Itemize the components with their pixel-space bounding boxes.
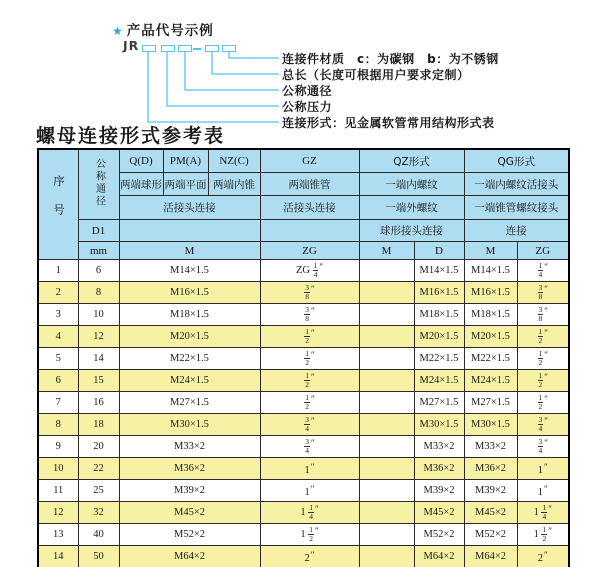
table-cell: 6 [38, 370, 78, 392]
header-qz-code: QZ形式 [359, 149, 464, 173]
table-cell: M24×1.5 [119, 370, 260, 392]
table-cell [359, 436, 414, 458]
header-empty-gz [260, 220, 359, 242]
table-cell: M18×1.5 [414, 304, 464, 326]
table-cell: 8 [78, 282, 119, 304]
table-cell: 10 [78, 304, 119, 326]
header-q-sub: 两端球形 [119, 173, 163, 196]
table-cell [359, 502, 414, 524]
table-cell: M27×1.5 [414, 392, 464, 414]
table-cell: 2 [38, 282, 78, 304]
table-cell: 2″ [517, 546, 569, 567]
header-gz-connection: 活接头连接 [260, 196, 359, 220]
table-cell: $\frac{1}{2}$ ″ [517, 348, 569, 370]
header-union-connection: 活接头连接 [119, 196, 260, 220]
table-cell: 1 $\frac{1}{4}$ ″ [517, 502, 569, 524]
table-cell [359, 392, 414, 414]
table-cell: M30×1.5 [464, 414, 517, 436]
table-cell: 22 [78, 458, 119, 480]
diagram-heading-text: 产品代号示例 [126, 23, 214, 39]
table-cell [359, 370, 414, 392]
table-cell: 32 [78, 502, 119, 524]
diagram-label-length: 总长（长度可根据用户要求定制） [282, 68, 470, 82]
table-cell: M52×2 [414, 524, 464, 546]
table-cell: M36×2 [464, 458, 517, 480]
header-gz-unit: ZG [260, 242, 359, 260]
table-cell: M20×1.5 [119, 326, 260, 348]
table-cell: M33×2 [414, 436, 464, 458]
header-qz-d: D [414, 242, 464, 260]
header-seq [38, 149, 78, 260]
table-cell [359, 304, 414, 326]
table-cell: 1″ [517, 458, 569, 480]
table-row [38, 502, 569, 524]
table-row [38, 260, 569, 282]
table-cell: M22×1.5 [414, 348, 464, 370]
table-cell: M14×1.5 [464, 260, 517, 282]
table-cell [359, 260, 414, 282]
table-cell: M45×2 [464, 502, 517, 524]
table-cell: $\frac{1}{2}$ ″ [260, 326, 359, 348]
table-cell: M24×1.5 [414, 370, 464, 392]
table-cell: M39×2 [414, 480, 464, 502]
table-cell: 25 [78, 480, 119, 502]
table-cell: M36×2 [119, 458, 260, 480]
table-cell: M14×1.5 [119, 260, 260, 282]
table-cell: $\frac{1}{2}$ ″ [517, 370, 569, 392]
header-qg-row2: 一端内螺纹活接头 [464, 173, 569, 196]
header-pm-code: PM(A) [163, 149, 208, 173]
header-qg-row3: 一端锥管螺纹接头 [464, 196, 569, 220]
table-cell: M24×1.5 [464, 370, 517, 392]
table-cell: M39×2 [464, 480, 517, 502]
table-cell: ZG $\frac{1}{4}$ ″ [260, 260, 359, 282]
table-cell: 12 [78, 326, 119, 348]
table-cell: M45×2 [119, 502, 260, 524]
table-body [38, 260, 569, 567]
header-qz-row3: 一端外螺纹 [359, 196, 464, 220]
diagram-label-material: 连接件材质 c：为碳钢 b：为不锈钢 [282, 52, 499, 66]
header-qz-m: M [359, 242, 414, 260]
table-cell: 1 $\frac{1}{4}$ ″ [260, 502, 359, 524]
table-cell: M22×1.5 [464, 348, 517, 370]
table-cell: 4 [38, 326, 78, 348]
table-cell: $\frac{3}{4}$ ″ [260, 436, 359, 458]
table-cell: M27×1.5 [464, 392, 517, 414]
table-cell: M64×2 [464, 546, 517, 567]
header-d1: D1 [78, 220, 119, 242]
table-cell: 9 [38, 436, 78, 458]
table-cell: $\frac{3}{8}$ ″ [517, 282, 569, 304]
table-cell [359, 282, 414, 304]
table-cell: 1″ [260, 458, 359, 480]
table-cell: $\frac{1}{4}$ ″ [517, 260, 569, 282]
table-cell: M16×1.5 [414, 282, 464, 304]
table-cell: M22×1.5 [119, 348, 260, 370]
table-cell [359, 414, 414, 436]
table-cell: $\frac{3}{4}$ ″ [260, 414, 359, 436]
header-pm-sub: 两端平面 [163, 173, 208, 196]
table-row [38, 348, 569, 370]
table-row [38, 392, 569, 414]
table-row [38, 304, 569, 326]
table-cell [359, 480, 414, 502]
table-cell: M14×1.5 [414, 260, 464, 282]
table-cell: 2″ [260, 546, 359, 567]
table-cell: M52×2 [119, 524, 260, 546]
table-cell: 5 [38, 348, 78, 370]
table-cell: 6 [78, 260, 119, 282]
table-row [38, 524, 569, 546]
header-nz-sub: 两端内锥 [208, 173, 260, 196]
table-cell: $\frac{1}{2}$ ″ [260, 392, 359, 414]
table-cell: $\frac{1}{2}$ ″ [517, 392, 569, 414]
table-cell: M45×2 [414, 502, 464, 524]
table-cell: M18×1.5 [464, 304, 517, 326]
header-qz-row4: 球形接头连接 [359, 220, 464, 242]
table-cell: 15 [78, 370, 119, 392]
nut-connection-reference-table [37, 148, 570, 567]
table-cell: 16 [78, 392, 119, 414]
table-cell: M30×1.5 [414, 414, 464, 436]
header-qg-m: M [464, 242, 517, 260]
table-cell [359, 546, 414, 567]
header-gz-sub: 两端锥管 [260, 173, 359, 196]
table-cell: $\frac{1}{2}$ ″ [517, 326, 569, 348]
diagram-label-connection: 连接形式：见金属软管常用结构形式表 [282, 116, 495, 130]
table-cell: M16×1.5 [119, 282, 260, 304]
header-qg-row4: 连接 [464, 220, 569, 242]
table-cell: M16×1.5 [464, 282, 517, 304]
star-icon: ★ [112, 24, 124, 38]
table-row [38, 480, 569, 502]
table-row [38, 458, 569, 480]
table-cell: 3 [38, 304, 78, 326]
table-row [38, 546, 569, 567]
table-cell: 8 [38, 414, 78, 436]
table-cell: $\frac{3}{8}$ ″ [517, 304, 569, 326]
table-cell: $\frac{1}{2}$ ″ [260, 370, 359, 392]
header-seq-text: 序号 [52, 174, 66, 232]
header-empty-union [119, 220, 260, 242]
table-cell: 20 [78, 436, 119, 458]
table-row [38, 326, 569, 348]
table-cell: $\frac{3}{4}$ ″ [517, 414, 569, 436]
table-cell: M33×2 [119, 436, 260, 458]
header-nominal-diameter-text: 公称通径 [93, 158, 105, 208]
diagram-label-pressure: 公称压力 [282, 100, 333, 114]
table-cell: 13 [38, 524, 78, 546]
table-cell: 1″ [517, 480, 569, 502]
table-cell: M64×2 [414, 546, 464, 567]
table-cell: 14 [78, 348, 119, 370]
header-qg-zg: ZG [517, 242, 569, 260]
header-q-code: Q(D) [119, 149, 163, 173]
header-qg-code: QG形式 [464, 149, 569, 173]
table-row [38, 436, 569, 458]
table-cell: 1 $\frac{1}{2}$ ″ [517, 524, 569, 546]
table-cell: 12 [38, 502, 78, 524]
table-cell: M52×2 [464, 524, 517, 546]
table-cell: M39×2 [119, 480, 260, 502]
table-cell: 14 [38, 546, 78, 567]
table-cell: 1 $\frac{1}{2}$ ″ [260, 524, 359, 546]
table-cell [359, 326, 414, 348]
table-cell: $\frac{3}{8}$ ″ [260, 304, 359, 326]
table-cell: 1″ [260, 480, 359, 502]
table-cell: 1 [38, 260, 78, 282]
table-cell [359, 524, 414, 546]
table-cell: $\frac{3}{4}$ ″ [517, 436, 569, 458]
table-cell: M36×2 [414, 458, 464, 480]
table-row [38, 370, 569, 392]
table-cell [359, 348, 414, 370]
header-qz-row2: 一端内螺纹 [359, 173, 464, 196]
table-cell: M18×1.5 [119, 304, 260, 326]
table-cell: M30×1.5 [119, 414, 260, 436]
table-row [38, 282, 569, 304]
table-cell: 18 [78, 414, 119, 436]
table-cell: 40 [78, 524, 119, 546]
table-cell: M27×1.5 [119, 392, 260, 414]
table-title: 螺母连接形式参考表 [36, 125, 226, 147]
table-cell: M20×1.5 [414, 326, 464, 348]
table-cell [359, 458, 414, 480]
table-cell: 10 [38, 458, 78, 480]
table-cell: $\frac{3}{8}$ ″ [260, 282, 359, 304]
table-cell: 7 [38, 392, 78, 414]
table-cell: M64×2 [119, 546, 260, 567]
header-nominal-diameter [78, 149, 119, 220]
table-cell: M33×2 [464, 436, 517, 458]
table-cell: 11 [38, 480, 78, 502]
header-m-unit: M [119, 242, 260, 260]
code-prefix: JR [123, 38, 140, 53]
header-mm: mm [78, 242, 119, 260]
table-cell: M20×1.5 [464, 326, 517, 348]
table-cell: 50 [78, 546, 119, 567]
table-row [38, 414, 569, 436]
diagram-label-diameter: 公称通径 [282, 84, 333, 98]
header-nz-code: NZ(C) [208, 149, 260, 173]
table-cell: $\frac{1}{2}$ ″ [260, 348, 359, 370]
header-gz-code: GZ [260, 149, 359, 173]
